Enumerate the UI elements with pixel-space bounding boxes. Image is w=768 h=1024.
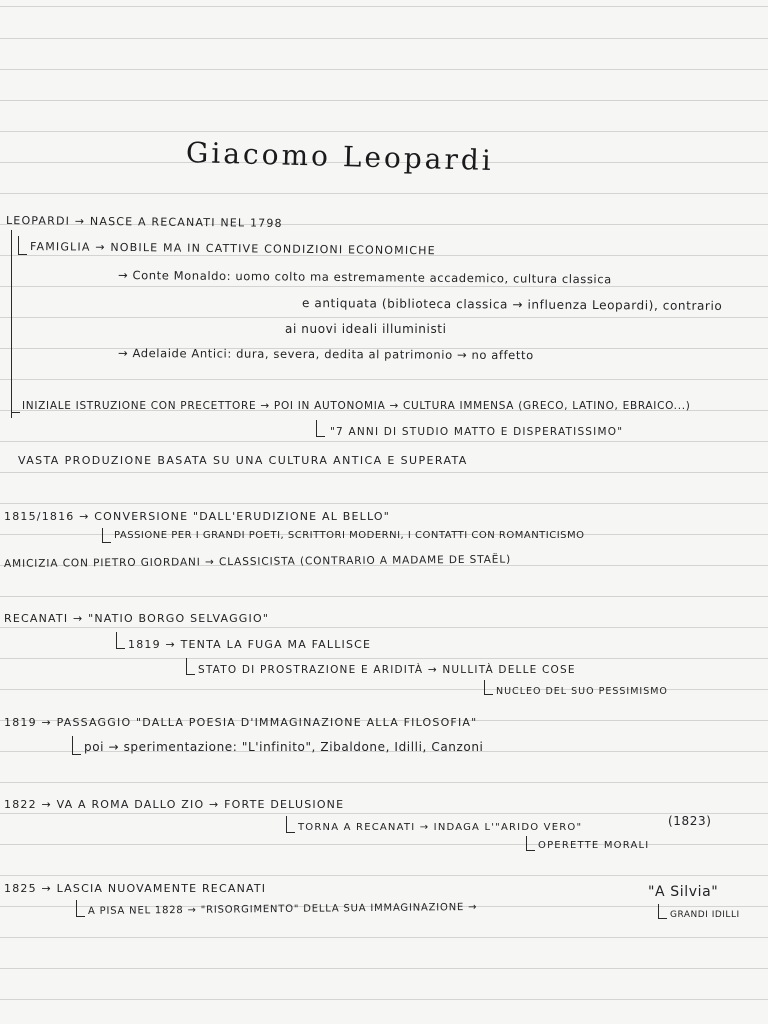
bracket-hook xyxy=(76,900,85,917)
note-line: ai nuovi ideali illuministi xyxy=(285,322,447,336)
bracket-hook xyxy=(186,658,195,675)
note-line: OPERETTE MORALI xyxy=(538,840,650,851)
note-line: GRANDI IDILLI xyxy=(670,910,740,920)
note-line: AMICIZIA CON PIETRO GIORDANI → CLASSICISTA (CONTRARIO A MADAME DE STAËL) xyxy=(3,553,512,570)
note-line: PASSIONE PER I GRANDI POETI, SCRITTORI MODERNI, I CONTATTI CON ROMANTICISMO xyxy=(114,530,585,541)
bracket-hook xyxy=(484,680,493,695)
bracket-hook xyxy=(116,632,125,649)
bracket-hook xyxy=(526,836,535,851)
note-line: VASTA PRODUZIONE BASATA SU UNA CULTURA ANTICA E SUPERATA xyxy=(18,454,468,467)
bracket-hook xyxy=(316,420,325,437)
note-line: 1819 → TENTA LA FUGA MA FALLISCE xyxy=(128,638,372,651)
note-line: 1815/1816 → CONVERSIONE "DALL'ERUDIZIONE AL BELLO" xyxy=(4,510,390,523)
page-title: Giacomo Leopardi xyxy=(185,135,495,178)
bracket-hook xyxy=(11,398,20,413)
note-line: "A Silvia" xyxy=(648,884,719,900)
bracket-line xyxy=(11,230,12,418)
bracket-hook xyxy=(72,736,81,755)
note-line: LEOPARDI → NASCE A RECANATI NEL 1798 xyxy=(5,214,283,230)
note-line: → Conte Monaldo: uomo colto ma estremamente accademico, cultura classica xyxy=(117,268,612,287)
note-line: RECANATI → "NATIO BORGO SELVAGGIO" xyxy=(4,612,270,625)
note-line: poi → sperimentazione: "L'infinito", Zibaldone, Idilli, Canzoni xyxy=(84,740,484,754)
note-line: (1823) xyxy=(668,814,712,828)
note-line: 1825 → LASCIA NUOVAMENTE RECANATI xyxy=(4,882,267,895)
note-line: e antiquata (biblioteca classica → influenza Leopardi), contrario xyxy=(301,296,723,313)
note-line: NUCLEO DEL SUO PESSIMISMO xyxy=(496,686,668,697)
note-line: INIZIALE ISTRUZIONE CON PRECETTORE → POI IN AUTONOMIA → CULTURA IMMENSA (GRECO, LATINO, EBRAICO...) xyxy=(22,400,691,412)
note-line: STATO DI PROSTRAZIONE E ARIDITÀ → NULLITÀ DELLE COSE xyxy=(198,664,576,676)
note-line: "7 ANNI DI STUDIO MATTO E DISPERATISSIMO" xyxy=(330,426,624,438)
note-line: TORNA A RECANATI → INDAGA L'"ARIDO VERO" xyxy=(298,822,583,833)
bracket-hook xyxy=(658,904,667,919)
note-line: 1822 → VA A ROMA DALLO ZIO → FORTE DELUSIONE xyxy=(4,798,345,811)
note-line: → Adelaide Antici: dura, severa, dedita al patrimonio → no affetto xyxy=(117,346,534,363)
note-line: FAMIGLIA → NOBILE MA IN CATTIVE CONDIZIONI ECONOMICHE xyxy=(29,240,436,258)
bracket-hook xyxy=(102,528,111,543)
note-line: 1819 → PASSAGGIO "DALLA POESIA D'IMMAGINAZIONE ALLA FILOSOFIA" xyxy=(4,716,478,729)
bracket-hook xyxy=(286,816,295,833)
note-line: A PISA NEL 1828 → "RISORGIMENTO" DELLA SUA IMMAGINAZIONE → xyxy=(87,901,478,917)
bracket-hook xyxy=(18,236,27,255)
